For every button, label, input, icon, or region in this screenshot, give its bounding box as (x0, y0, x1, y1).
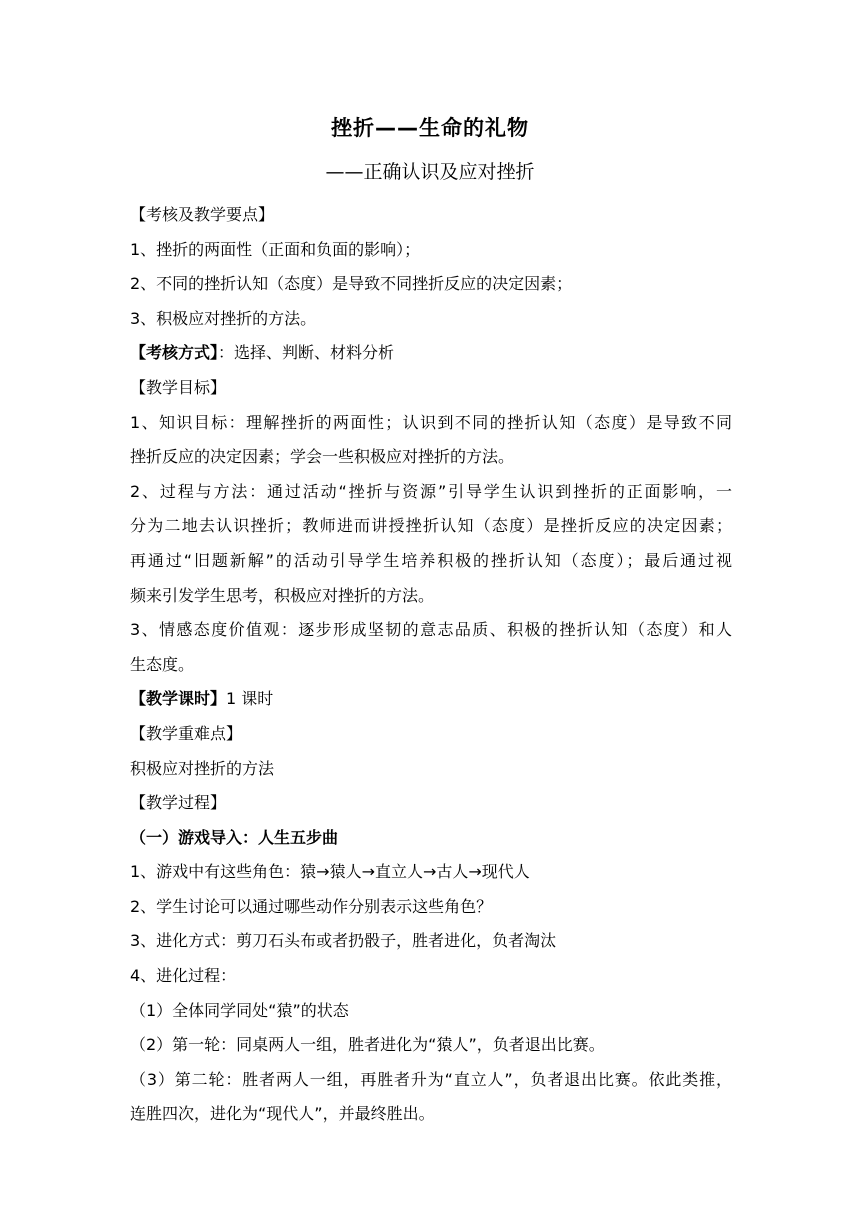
keshi-label: 【教学课时】 (130, 689, 227, 709)
document-subtitle: ——正确认识及应对挫折 (325, 161, 535, 183)
game-line: 2、学生讨论可以通过哪些动作分别表示这些角色？ (130, 896, 493, 916)
section1-title: （一）游戏导入：人生五步曲 (130, 827, 339, 847)
point-item: 2、不同的挫折认知（态度）是导致不同挫折反应的决定因素； (130, 274, 573, 294)
point-item: 1、挫折的两面性（正面和负面的影响）； (130, 239, 421, 259)
goal-line: 生态度。 (130, 654, 195, 674)
keshi-value: 1 课时 (226, 689, 274, 709)
goal-line: 2、过程与方法：通过活动“挫折与资源”引导学生认识到挫折的正面影响，一 (130, 481, 732, 501)
game-line: 1、游戏中有这些角色：猿→猿人→直立人→古人→现代人 (130, 862, 530, 882)
kaohe-fangshi-label: 【考核方式】 (130, 343, 219, 363)
keshi-line (130, 682, 732, 717)
section-heading-zhongnan: 【教学重难点】 (130, 723, 243, 743)
round-line: （3）第二轮：胜者两人一组，再胜者升为“直立人”，负者退出比赛。依此类推， (130, 1069, 732, 1089)
round-line: 连胜四次，进化为“现代人”，并最终胜出。 (130, 1104, 435, 1124)
section-heading-guocheng: 【教学过程】 (130, 793, 227, 813)
game-line: 3、进化方式：剪刀石头布或者扔骰子，胜者进化，负者淘汰 (130, 931, 557, 951)
kaohe-fangshi-line (130, 336, 732, 371)
point-item: 3、积极应对挫折的方法。 (130, 308, 317, 328)
goal-line: 频来引发学生思考，积极应对挫折的方法。 (130, 585, 435, 605)
goal-line: 挫折反应的决定因素；学会一些积极应对挫折的方法。 (130, 447, 515, 467)
goal-line: 分为二地去认识挫折；教师进而讲授挫折认知（态度）是挫折反应的决定因素； (130, 516, 732, 536)
game-line: 4、进化过程： (130, 966, 237, 986)
section-heading-mubiao: 【教学目标】 (130, 377, 227, 397)
kaohe-fangshi-value: ：选择、判断、材料分析 (218, 343, 395, 363)
goal-line: 3、情感态度价值观：逐步形成坚韧的意志品质、积极的挫折认知（态度）和人 (130, 620, 732, 640)
game-line: （2）第一轮：同桌两人一组，胜者进化为“猿人”，负者退出比赛。 (130, 1035, 605, 1055)
zhongnan-value: 积极应对挫折的方法 (130, 758, 275, 778)
document-body (130, 198, 732, 1132)
goal-line: 1、知识目标：理解挫折的两面性；认识到不同的挫折认知（态度）是导致不同 (130, 412, 732, 432)
section-heading-kaohe: 【考核及教学要点】 (130, 205, 275, 224)
game-line: （1）全体同学同处“猿”的状态 (130, 1000, 349, 1020)
document-title: 挫折——生命的礼物 (331, 116, 529, 140)
goal-line: 再通过“旧题新解”的活动引导学生培养积极的挫折认知（态度）；最后通过视 (130, 550, 732, 570)
